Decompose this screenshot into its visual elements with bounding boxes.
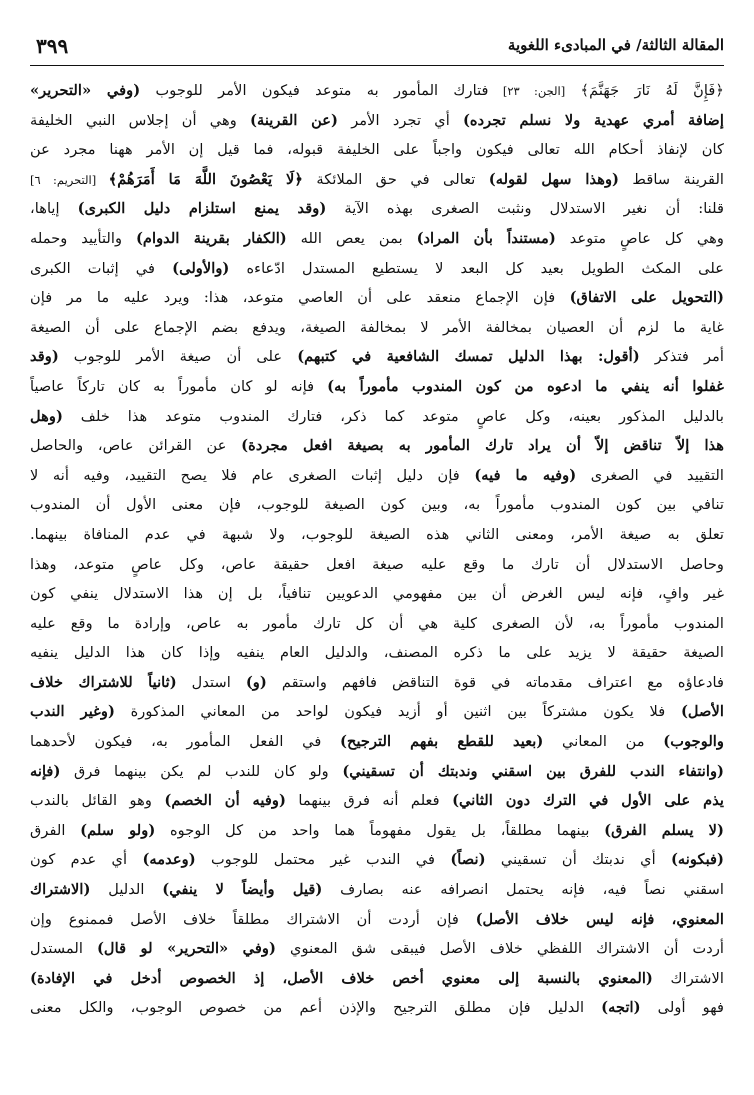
text-line	[30, 964, 724, 994]
text-segment: والتأييد وحمله	[30, 229, 136, 247]
text-line	[30, 431, 724, 461]
text-segment: قلنا: أن نغير الاستدلال ونثبت الصغرى بهذه الآية	[326, 200, 724, 218]
bold-segment: (و)	[245, 673, 267, 691]
text-line	[30, 845, 724, 875]
text-segment: ﴿فَإِنَّ لَهُ نَارَ جَهَنَّمَ﴾	[565, 82, 724, 99]
bold-segment: (وقد يمنع استلزام دليل الكبرى)	[77, 200, 327, 218]
text-line	[30, 372, 724, 402]
bold-segment: (قيل وأيضاً لا ينفي)	[162, 881, 323, 899]
bold-segment: يذم على الأول في الترك دون الثاني)	[452, 792, 724, 810]
text-line	[30, 875, 724, 905]
text-line	[30, 579, 724, 609]
text-line	[30, 224, 724, 254]
text-line	[30, 402, 724, 432]
text-line	[30, 283, 724, 313]
text-segment: أي ندبتك أن تسقيني	[485, 851, 671, 869]
text-segment: أردت أن الاشتراك اللفظي خلاف الأصل فيبقى شق المعنوي	[275, 940, 724, 958]
text-segment: الدليل فإن مطلق الترجيح والإذن أعم من خصوص الوجوب، والكل معنى	[30, 999, 602, 1017]
text-segment: تنافي بين كون المندوب مأموراً به، وبين كون الصيغة للوجوب، فإن معنى الأول أن المندوب	[30, 496, 724, 514]
bold-segment: الأصل)	[680, 703, 724, 721]
text-segment: بالدليل المذكور بعينه، وكل عاصٍ متوعد كما ذكر، فتارك المندوب متوعد هذا خلف	[62, 407, 724, 425]
text-line	[30, 786, 724, 816]
text-segment: على المكث الطويل بعيد كل البعد لا يستطيع المستدل ادّعاءه	[229, 259, 724, 277]
bold-segment: (أقول: بهذا الدليل تمسك الشافعية في كتبهم)	[297, 348, 640, 366]
text-segment: فإن الإجماع منعقد على أن العاصي متوعد، هذا: ويرد عليه ما مر فإن	[30, 289, 570, 307]
text-segment: الصيغة حقيقة لا يزيد على ما ذكره المصنف، والدليل العام ينفيه وإذا كان هذا الدليل ينفيه	[30, 644, 724, 662]
bold-segment: (بعيد للقطع بفهم الترجيح)	[340, 733, 544, 751]
text-line	[30, 727, 724, 757]
text-line	[30, 993, 724, 1023]
text-segment: فإن أردت أن الاشتراك مطلقاً خلاف الأصل فممنوع وإن	[30, 910, 476, 928]
text-line	[30, 905, 724, 935]
text-line	[30, 106, 724, 136]
text-line	[30, 165, 724, 195]
text-segment: التقييد في الصغرى	[576, 466, 724, 484]
text-segment: فتارك المأمور به متوعد فيكون الأمر للوجوب	[140, 82, 489, 99]
bold-segment: (عن القرينة)	[250, 111, 339, 129]
text-segment: الاشتراك	[652, 969, 724, 987]
bold-segment: (وانتفاء الندب للفرق بين اسقني وندبتك أن تسقيني)	[342, 762, 724, 780]
text-segment: أي تجرد الأمر	[338, 111, 463, 129]
text-segment: ولو كان للندب لم يكن بينهما فرق	[60, 762, 343, 780]
text-line	[30, 194, 724, 224]
text-segment: وحاصل الاستدلال أن تارك ما وقع عليه صيغة افعل حقيقة عاص، وكل عاصٍ متوعد، وهذا	[30, 555, 724, 573]
text-segment: فلا يكون مشتركاً بين اثنين أو أزيد فيكون لواحد من المعاني المذكورة	[114, 703, 681, 721]
bold-segment: (التحويل على الاتفاق)	[569, 289, 724, 307]
page-header	[34, 34, 724, 62]
bold-segment: (وهذا سهل لقوله)	[488, 170, 619, 188]
text-segment: بمن يعص الله	[286, 229, 417, 247]
text-line	[30, 757, 724, 787]
bold-segment: ﴿لَا يَعْصُونَ اللَّهَ مَا أَمَرَهُمْ﴾	[108, 170, 303, 188]
text-segment: المستدل	[30, 940, 97, 958]
bold-segment: (المعنوي بالنسبة إلى معنوي أخص خلاف الأصل، إذ الخصوص أدخل في الإفادة)	[30, 969, 653, 987]
citation-ref: [التحريم: ٦]	[30, 172, 109, 187]
text-segment: في الندب غير محتمل للوجوب	[195, 851, 451, 869]
bold-segment: (وغير الندب	[30, 703, 115, 721]
bold-segment: (الاشتراك	[30, 881, 91, 899]
text-segment: وهي كل عاصٍ متوعد	[555, 229, 724, 247]
bold-segment: (مستنداً بأن المراد)	[416, 229, 556, 247]
text-segment: وهي أن إجلاس النبي الخليفة	[30, 111, 251, 129]
text-segment: المندوب مأموراً به، لأن الصغرى كلية هي أن كل تارك مأمور به عاص، وإرادة ما وقع عليه	[30, 614, 724, 632]
text-line	[30, 697, 724, 727]
text-line	[30, 342, 724, 372]
bold-segment: (وهل	[30, 407, 63, 425]
bold-segment: (الكفار بقرينة الدوام)	[135, 229, 287, 247]
text-line	[30, 934, 724, 964]
text-segment: أي عدم كون	[30, 851, 143, 869]
bold-segment: (نصاً)	[450, 851, 486, 869]
text-line	[30, 638, 724, 668]
running-title: المقالة الثالثة/ في المبادىء اللغوية	[507, 36, 724, 54]
text-segment: من المعاني	[543, 733, 664, 751]
bold-segment: (لا يسلم الفرق)	[604, 821, 724, 839]
citation-ref: [الجن: ٢٣]	[488, 84, 566, 98]
text-segment: تعالى في حق الملائكة	[303, 170, 489, 188]
bold-segment: (ثانياً للاشتراك خلاف	[30, 673, 177, 691]
text-segment: غاية ما لزم أن العصيان بمخالفة الأمر لا بمخالفة الصيغة، ويدفع بضم الإجماع على أن الصيغة	[30, 318, 724, 336]
text-line	[30, 609, 724, 639]
bold-segment: (وفي «التحرير» لو قال)	[96, 940, 276, 958]
text-line	[30, 550, 724, 580]
text-segment: فادعاؤه مع اعتراف مقدماته في قوة التناقض فافهم واستقم	[266, 673, 724, 691]
text-segment: القرينة ساقط	[619, 170, 724, 188]
text-segment: إياها،	[30, 200, 78, 218]
text-segment: على أن صيغة الأمر للوجوب	[58, 348, 298, 366]
text-segment: في إثبات الكبرى	[30, 259, 173, 277]
bold-segment: (اتجه)	[601, 999, 641, 1017]
bold-segment: (فبكونه)	[670, 851, 724, 869]
bold-segment: هذا إلاّ تناقض إلاّ أن يراد تارك المأمور به بصيغة افعل مجردة)	[241, 437, 724, 455]
text-segment: كان لإنفاذ أحكام الله تعالى فيكون واجباً على الخليفة قبوله، فما قيل إن الأمر ههنا مجرد عن	[30, 141, 724, 159]
text-segment: وهو القائل بالندب	[30, 792, 165, 810]
text-line	[30, 135, 724, 165]
text-line	[30, 461, 724, 491]
bold-segment: المعنوي، فإنه ليس خلاف الأصل)	[475, 910, 724, 928]
text-line	[30, 254, 724, 284]
bold-segment: (وفيه ما فيه)	[474, 466, 577, 484]
bold-segment: (وقد	[30, 348, 59, 366]
bold-segment: (وعدمه)	[142, 851, 196, 869]
bold-segment: (فإنه	[30, 762, 61, 780]
text-segment: فإن دليل إثبات الصغرى عام فلا يصح التقييد، وفيه أنه لا	[30, 466, 475, 484]
text-line	[30, 668, 724, 698]
text-segment: فهو أولى	[640, 999, 724, 1017]
text-segment: في الفعل المأمور به، فيكون لأحدهما	[30, 733, 341, 751]
text-line	[30, 313, 724, 343]
text-segment: فإنه لو كان مأموراً به كان تاركاً عاصياً	[30, 377, 328, 395]
text-line	[30, 520, 724, 550]
text-segment: عن القرائن عاص، والحاصل	[30, 437, 242, 455]
text-segment: فعلم أنه فرق بينهما	[285, 792, 453, 810]
text-line	[30, 816, 724, 846]
page-number: ٣٩٩	[36, 34, 69, 58]
bold-segment: (ولو سلم)	[80, 821, 156, 839]
bold-segment: (والأولى)	[172, 259, 230, 277]
text-segment: غير وافٍ، فإنه ليس الغرض أن بين مفهومي الدعويين تنافياً، بل إن هذا الاستدلال ينفي كون	[30, 585, 724, 603]
bold-segment: والوجوب)	[663, 733, 724, 751]
text-segment: الدليل	[90, 881, 163, 899]
body-text	[30, 76, 724, 1023]
bold-segment: (وفيه أن الخصم)	[164, 792, 286, 810]
bold-segment: إضافة أمري عهدية ولا نسلم تجرده)	[462, 111, 724, 129]
bold-segment: غفلوا أنه ينفي ما ادعوه من كون المندوب مأموراً به)	[327, 377, 724, 395]
text-line	[30, 76, 724, 106]
header-rule	[30, 65, 724, 66]
text-segment: بينهما مطلقاً، بل يقول مفهوماً هما واحد من كل الوجوه	[155, 821, 605, 839]
text-segment: الفرق	[30, 821, 81, 839]
text-segment: استدل	[176, 673, 246, 691]
text-line	[30, 490, 724, 520]
text-segment: أمر فتذكر	[639, 348, 724, 366]
text-segment: تعلق به صيغة الأمر، ومعنى الثاني هذه الصيغة للوجوب، ولا شبهة في عدم المنافاة بينهما.	[30, 525, 724, 543]
text-segment: اسقني نصاً فيه، فإنه يحتمل انصرافه عنه بصارف	[322, 881, 724, 899]
bold-segment: (وفي «التحرير»	[30, 82, 141, 99]
